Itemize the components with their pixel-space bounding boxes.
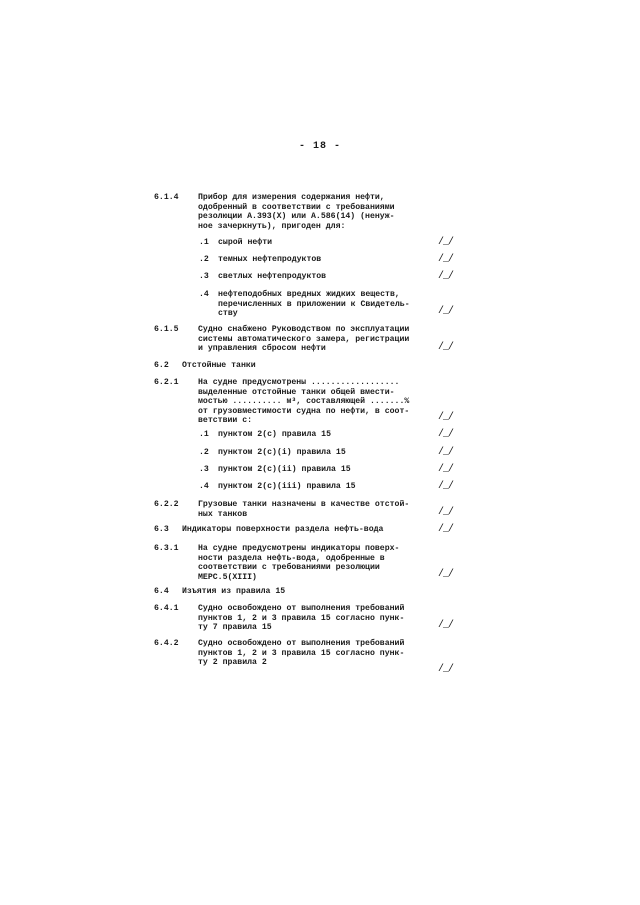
- item-text: На судне предусмотрены .................. выделенные отстойные танки общей вмести- мостью .......... м³, составляющей .......% от грузовместимости судна по нефти, в соот- ветствии с:: [198, 378, 410, 426]
- page-number: - 18 -: [298, 141, 341, 152]
- checkbox[interactable]: /_/: [438, 620, 454, 631]
- item-text: Прибор для измерения содержания нефти, одобренный в соответствии с требованиями резолюции A.393(X) или A.586(14) (ненуж- ное зачеркнуть), пригоден для:: [198, 193, 395, 231]
- checkbox[interactable]: /_/: [438, 412, 454, 423]
- item-number: 6.4.2: [154, 639, 179, 648]
- subitem-number: .3: [199, 465, 209, 474]
- subitem-text: пунктом 2(c)(ii) правила 15: [218, 465, 351, 474]
- checkbox[interactable]: /_/: [438, 664, 454, 675]
- checkbox[interactable]: /_/: [438, 569, 454, 580]
- subitem-number: .4: [199, 290, 209, 299]
- subitem-number: .2: [199, 255, 209, 264]
- subitem-number: .2: [199, 448, 209, 457]
- subitem-number: .4: [199, 482, 209, 491]
- section-title: Изъятия из правила 15: [182, 587, 286, 596]
- section-number: 6.2: [154, 361, 169, 370]
- item-text: Судно освобождено от выполнения требований пунктов 1, 2 и 3 правила 15 согласно пунк- ту 7 правила 15: [198, 604, 405, 633]
- checkbox[interactable]: /_/: [438, 481, 454, 492]
- checkbox[interactable]: /_/: [438, 342, 454, 353]
- item-number: 6.3.1: [154, 544, 179, 553]
- subitem-text: пунктом 2(c) правила 15: [218, 430, 332, 439]
- checkbox[interactable]: /_/: [438, 271, 454, 282]
- checkbox[interactable]: /_/: [438, 524, 454, 535]
- subitem-number: .3: [199, 272, 209, 281]
- section-number: 6.3: [154, 525, 169, 534]
- subitem-text: сырой нефти: [218, 238, 273, 247]
- item-number: 6.2.1: [154, 378, 179, 387]
- checkbox[interactable]: /_/: [438, 429, 454, 440]
- checkbox[interactable]: /_/: [438, 237, 454, 248]
- section-number: 6.4: [154, 587, 169, 596]
- subitem-number: .1: [199, 238, 209, 247]
- subitem-text: пунктом 2(c)(iii) правила 15: [218, 482, 356, 491]
- item-text: Судно освобождено от выполнения требований пунктов 1, 2 и 3 правила 15 согласно пунк- ту 2 правила 2: [198, 639, 405, 668]
- item-number: 6.1.4: [154, 193, 179, 202]
- item-text: Судно снабжено Руководством по эксплуатации системы автоматического замера, регистрации и управления сбросом нефти: [198, 325, 410, 354]
- subitem-text: темных нефтепродуктов: [218, 255, 322, 264]
- checkbox[interactable]: /_/: [438, 507, 454, 518]
- section-title: Индикаторы поверхности раздела нефть-вода: [182, 525, 384, 534]
- item-text: На судне предусмотрены индикаторы поверх- ности раздела нефть-вода, одобренные в соответствии с требованиями резолюции MEPC.5(XIII): [198, 544, 400, 582]
- subitem-text: пунктом 2(c)(i) правила 15: [218, 448, 346, 457]
- item-number: 6.1.5: [154, 325, 179, 334]
- item-text: Грузовые танки назначены в качестве отстой- ных танков: [198, 500, 410, 519]
- subitem-text: нефтеподобных вредных жидких веществ, перечисленных в приложении к Свидетель- ству: [218, 290, 410, 319]
- item-number: 6.4.1: [154, 604, 179, 613]
- subitem-text: светлых нефтепродуктов: [218, 272, 327, 281]
- item-number: 6.2.2: [154, 500, 179, 509]
- checkbox[interactable]: /_/: [438, 464, 454, 475]
- checkbox[interactable]: /_/: [438, 306, 454, 317]
- section-title: Отстойные танки: [182, 361, 256, 370]
- checkbox[interactable]: /_/: [438, 447, 454, 458]
- subitem-number: .1: [199, 430, 209, 439]
- checkbox[interactable]: /_/: [438, 254, 454, 265]
